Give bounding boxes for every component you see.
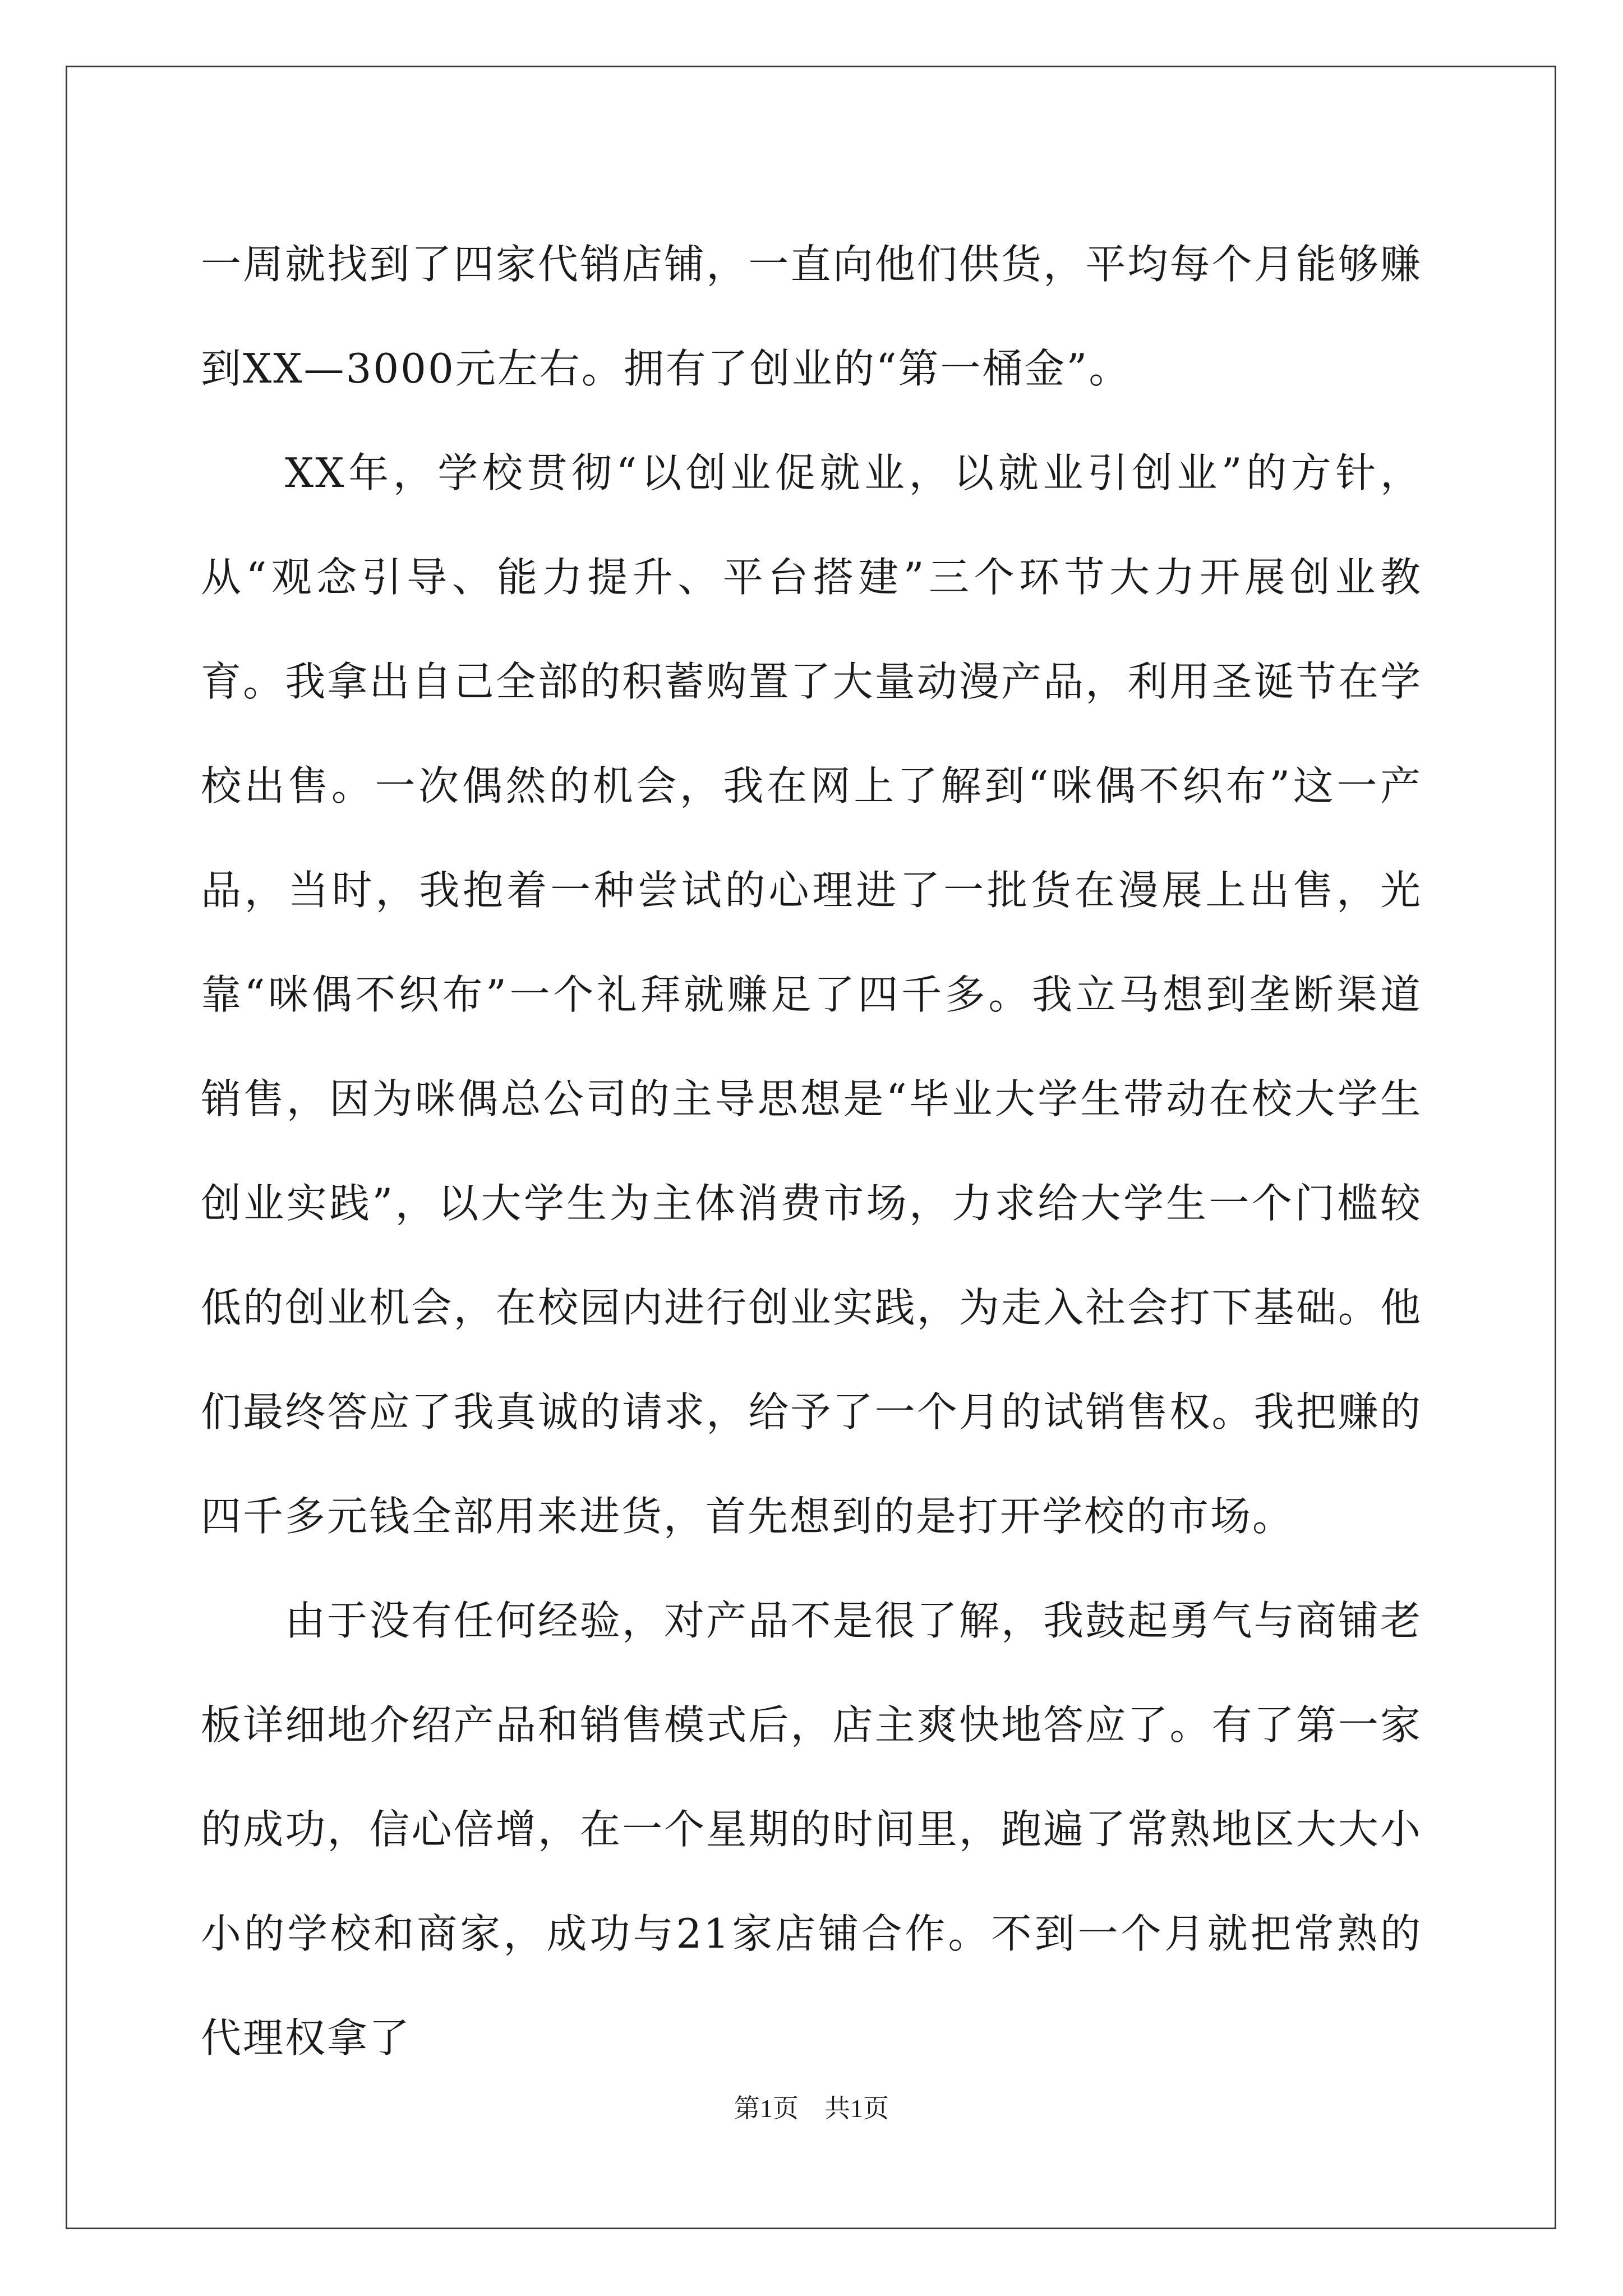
document-body xyxy=(201,212,1422,2090)
paragraph-1: 一周就找到了四家代销店铺，一直向他们供货，平均每个月能够赚到XX—3000元左右。拥有了创业的“第一桶金”。 xyxy=(201,241,1422,392)
paragraph-2: XX年，学校贯彻“以创业促就业，以就业引创业”的方针，从“观念引导、能力提升、平台搭建”三个环节大力开展创业教育。我拿出自己全部的积蓄购置了大量动漫产品，利用圣诞节在学校出售。一次偶然的机会，我在网上了解到“咪偶不织布”这一产品，当时，我抱着一种尝试的心理进了一批货在漫展上出售，光靠“咪偶不织布”一个礼拜就赚足了四千多。我立马想到垄断渠道销售，因为咪偶总公司的主导思想是“毕业大学生带动在校大学生创业实践”，以大学生为主体消费市场，力求给大学生一个门槛较低的创业机会，在校园内进行创业实践，为走入社会打下基础。他们最终答应了我真诚的请求，给予了一个月的试销售权。我把赚的四千多元钱全部用来进货，首先想到的是打开学校的市场。 xyxy=(201,449,1422,1540)
page-number-footer: 第1页 共1页 xyxy=(734,2094,889,2123)
paragraph-3: 由于没有任何经验，对产品不是很了解，我鼓起勇气与商铺老板详细地介绍产品和销售模式后，店主爽快地答应了。有了第一家的成功，信心倍增，在一个星期的时间里，跑遍了常熟地区大大小小的学校和商家，成功与21家店铺合作。不到一个月就把常熟的代理权拿了 xyxy=(201,1597,1422,2062)
